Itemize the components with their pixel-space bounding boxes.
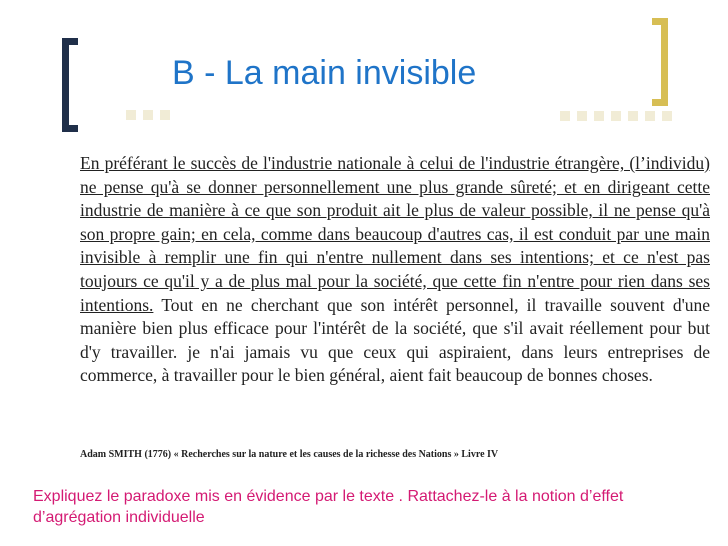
accent-square [645, 111, 655, 121]
right-bracket-decoration [652, 18, 668, 106]
accent-square [628, 111, 638, 121]
accent-squares-right [560, 111, 672, 121]
accent-square [577, 111, 587, 121]
quote-paragraph [80, 152, 710, 388]
accent-square [143, 110, 153, 120]
accent-squares-left [126, 110, 170, 120]
accent-square [662, 111, 672, 121]
accent-square [611, 111, 621, 121]
source-citation: Adam SMITH (1776) « Recherches sur la nature et les causes de la richesse des Nations » Livre IV [80, 449, 499, 460]
underlined-quote: En préférant le succès de l'industrie nationale à celui de l'industrie étrangère, (l’individu) ne pense qu'à se donner personnellement une plus grande sûreté; et en dirigeant cette industrie de manière à ce que son produit ait le plus de valeur possible, il ne pense qu'à son propre gain; en cela, comme dans beaucoup d'autres cas, il est conduit par une main invisible à remplir une fin qui n'entre nullement dans ses intentions; et ce n'est pas toujours ce qu'il y a de plus mal pour la société, que cette fin n'entre pour rien dans ses intentions. [80, 153, 710, 315]
quote-continuation: Tout en ne cherchant que son intérêt personnel, il travaille souvent d'une manière bien plus efficace pour l'intérêt de la société, que s'il avait réellement pour but d'y travailler. je n'ai jamais vu que ceux qui aspiraient, dans leurs entreprises de commerce, à travailler pour le bien général, aient fait beaucoup de bonnes choses. [80, 294, 710, 386]
assignment-question: Expliquez le paradoxe mis en évidence par le texte . Rattachez-le à la notion d’effet d’agrégation individuelle [33, 488, 624, 526]
accent-square [160, 110, 170, 120]
left-bracket-decoration [62, 38, 78, 132]
accent-square [594, 111, 604, 121]
accent-square [560, 111, 570, 121]
accent-square [126, 110, 136, 120]
slide-title: B - La main invisible [172, 54, 477, 92]
